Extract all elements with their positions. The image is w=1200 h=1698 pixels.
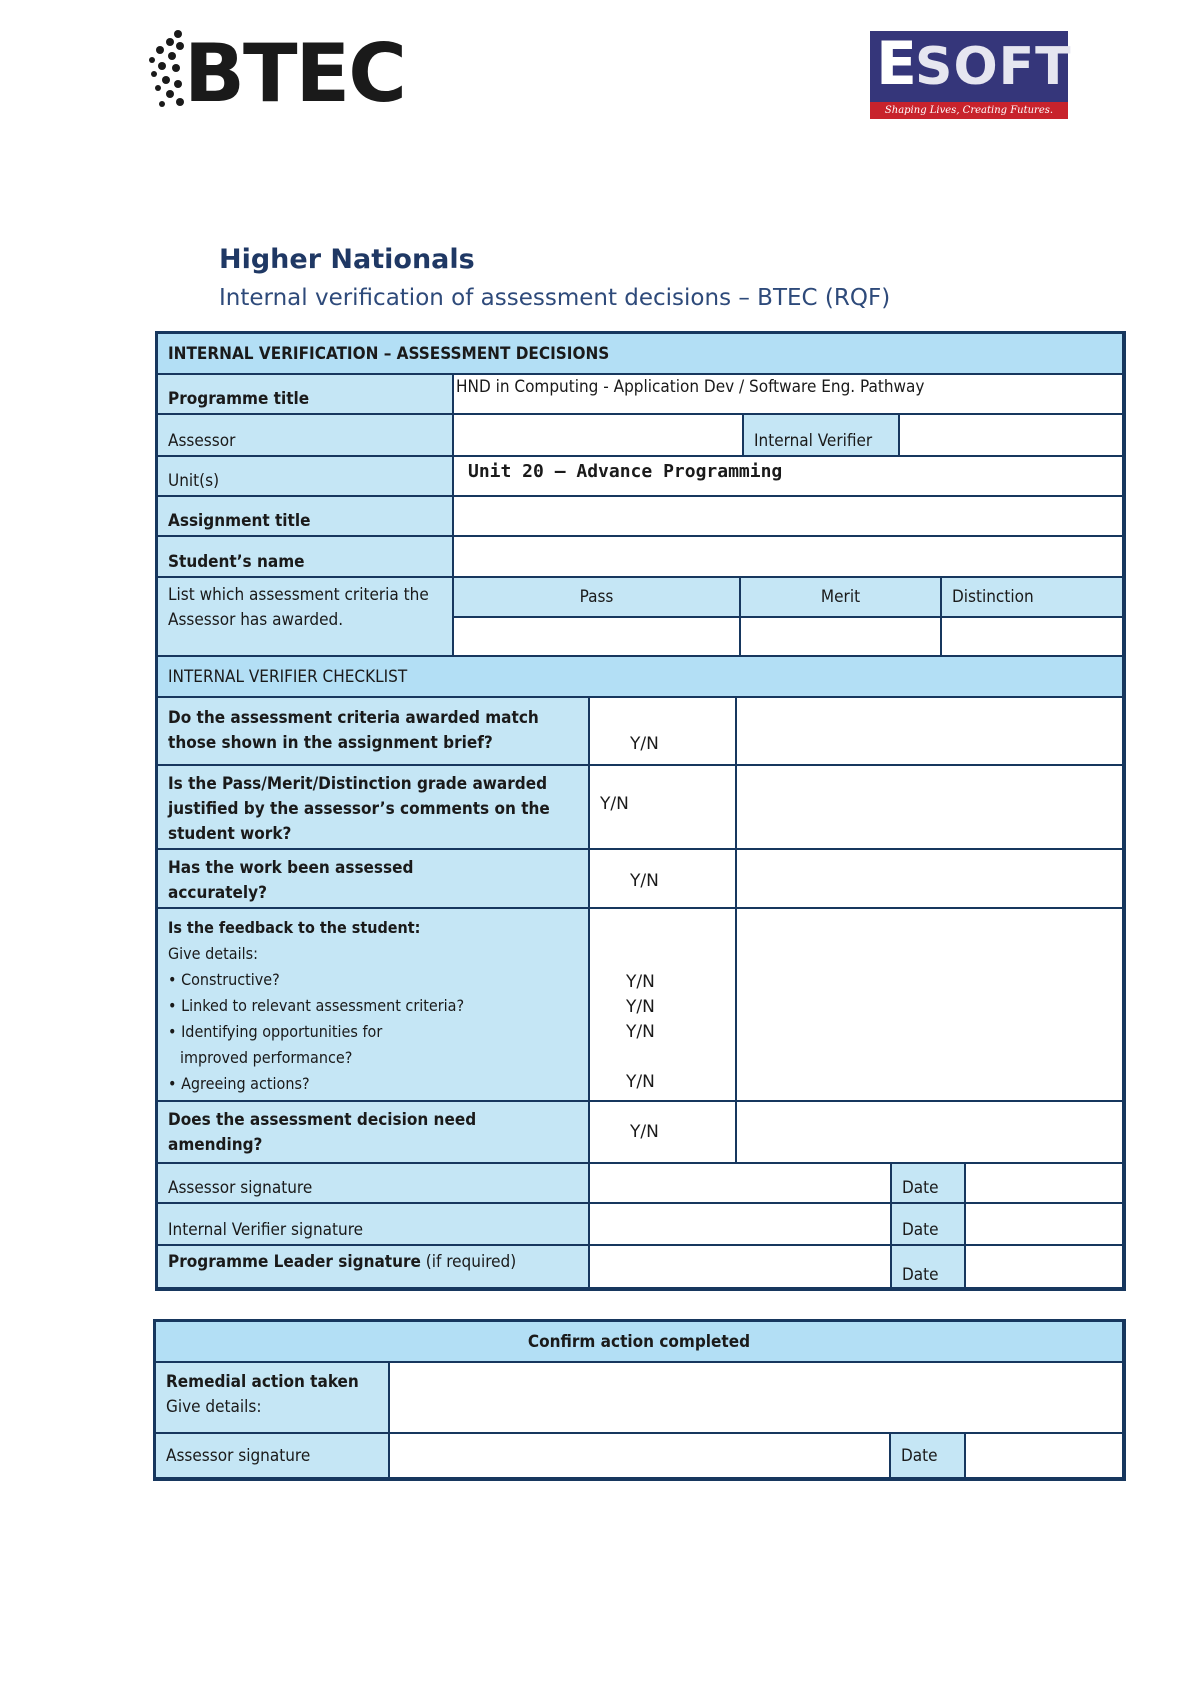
criteria-distinction-header: Distinction [940, 576, 1124, 618]
confirm-assessor-signature-label: Assessor signature [154, 1432, 390, 1479]
checklist-q4-give: Give details: [168, 944, 258, 963]
criteria-pass-header: Pass [452, 576, 741, 618]
programme-title-field[interactable]: HND in Computing - Application Dev / Software Eng. Pathway [452, 373, 1124, 415]
checklist-q2-comment[interactable] [735, 764, 1124, 850]
checklist-q4-yn[interactable] [588, 907, 737, 1102]
iv-signature-field[interactable] [588, 1202, 892, 1246]
remedial-field[interactable] [388, 1361, 1124, 1434]
checklist-q5-yn-text: Y/N [630, 1122, 659, 1142]
iv-date-label: Date [890, 1202, 966, 1246]
student-name-field[interactable] [452, 535, 1124, 578]
checklist-q3-yn[interactable] [588, 848, 737, 909]
checklist-q1: Do the assessment criteria awarded match those shown in the assignment brief? [156, 696, 590, 766]
assessor-signature-label: Assessor signature [156, 1162, 590, 1204]
internal-verifier-label: Internal Verifier [742, 413, 900, 457]
confirm-header: Confirm action completed [154, 1320, 1124, 1363]
units-label: Unit(s) [156, 455, 454, 497]
checklist-q4-item: • Linked to relevant assessment criteria? [168, 996, 465, 1015]
pl-signature-label: Programme Leader signature (if required) [156, 1244, 590, 1289]
checklist-q4-yn-text: Y/N [626, 1022, 655, 1042]
checklist-q4-item: • Agreeing actions? [168, 1074, 310, 1093]
checklist-q1-yn-text: Y/N [630, 734, 659, 754]
assessor-date-field[interactable] [964, 1162, 1124, 1204]
checklist-q4-item: improved performance? [180, 1048, 353, 1067]
checklist-q2: Is the Pass/Merit/Distinction grade awarded justified by the assessor’s comments on the student work? [156, 764, 590, 850]
checklist-header: INTERNAL VERIFIER CHECKLIST [156, 655, 1124, 698]
confirm-assessor-signature-field[interactable] [388, 1432, 891, 1479]
checklist-q4 [156, 907, 590, 1102]
checklist-q4-title: Is the feedback to the student: [168, 918, 421, 937]
checklist-q3-comment[interactable] [735, 848, 1124, 909]
student-name-label: Student’s name [156, 535, 454, 578]
btec-wordmark: BTEC [184, 27, 405, 120]
assessor-label: Assessor [156, 413, 454, 457]
checklist-q5: Does the assessment decision need amending? [156, 1100, 590, 1164]
pl-date-label: Date [890, 1244, 966, 1289]
internal-verifier-field[interactable] [898, 413, 1124, 457]
checklist-q4-item: • Identifying opportunities for [168, 1022, 383, 1041]
assignment-title-field[interactable] [452, 495, 1124, 537]
programme-title-label: Programme title [156, 373, 454, 415]
btec-logo [146, 26, 405, 120]
checklist-q4-comment[interactable] [735, 907, 1124, 1102]
criteria-merit-field[interactable] [739, 616, 942, 657]
confirm-date-field[interactable] [964, 1432, 1124, 1479]
checklist-q1-comment[interactable] [735, 696, 1124, 766]
checklist-q4-item: • Constructive? [168, 970, 280, 989]
assessor-field[interactable] [452, 413, 744, 457]
iv-table-header: INTERNAL VERIFICATION – ASSESSMENT DECISIONS [156, 332, 1124, 375]
assignment-title-label: Assignment title [156, 495, 454, 537]
esoft-tagline: Shaping Lives, Creating Futures. [884, 105, 1054, 116]
checklist-q5-yn[interactable] [588, 1100, 737, 1164]
page-subtitle: Internal verification of assessment decisions – BTEC (RQF) [219, 285, 891, 311]
remedial-label: Remedial action taken Give details: [154, 1361, 390, 1434]
criteria-merit-header: Merit [739, 576, 942, 618]
pl-date-field[interactable] [964, 1244, 1124, 1289]
checklist-q4-yn-text: Y/N [626, 1072, 655, 1092]
checklist-q3-yn-text: Y/N [630, 871, 659, 891]
assessor-signature-field[interactable] [588, 1162, 892, 1204]
esoft-logo: ESOFT Shaping Lives, Creating Futures. [870, 31, 1068, 119]
checklist-q1-yn[interactable] [588, 696, 737, 766]
criteria-pass-field[interactable] [452, 616, 741, 657]
checklist-q5-comment[interactable] [735, 1100, 1124, 1164]
criteria-label: List which assessment criteria the Assessor has awarded. [156, 576, 454, 657]
criteria-distinction-field[interactable] [940, 616, 1124, 657]
checklist-q2-yn-text: Y/N [600, 794, 629, 814]
pl-signature-field[interactable] [588, 1244, 892, 1289]
page-title: Higher Nationals [219, 244, 475, 275]
assessor-date-label: Date [890, 1162, 966, 1204]
iv-signature-label: Internal Verifier signature [156, 1202, 590, 1246]
checklist-q4-yn-text: Y/N [626, 997, 655, 1017]
units-field[interactable]: Unit 20 – Advance Programming [452, 455, 1124, 497]
checklist-q4-yn-text: Y/N [626, 972, 655, 992]
iv-date-field[interactable] [964, 1202, 1124, 1246]
confirm-date-label: Date [889, 1432, 966, 1479]
checklist-q3: Has the work been assessed accurately? [156, 848, 590, 909]
